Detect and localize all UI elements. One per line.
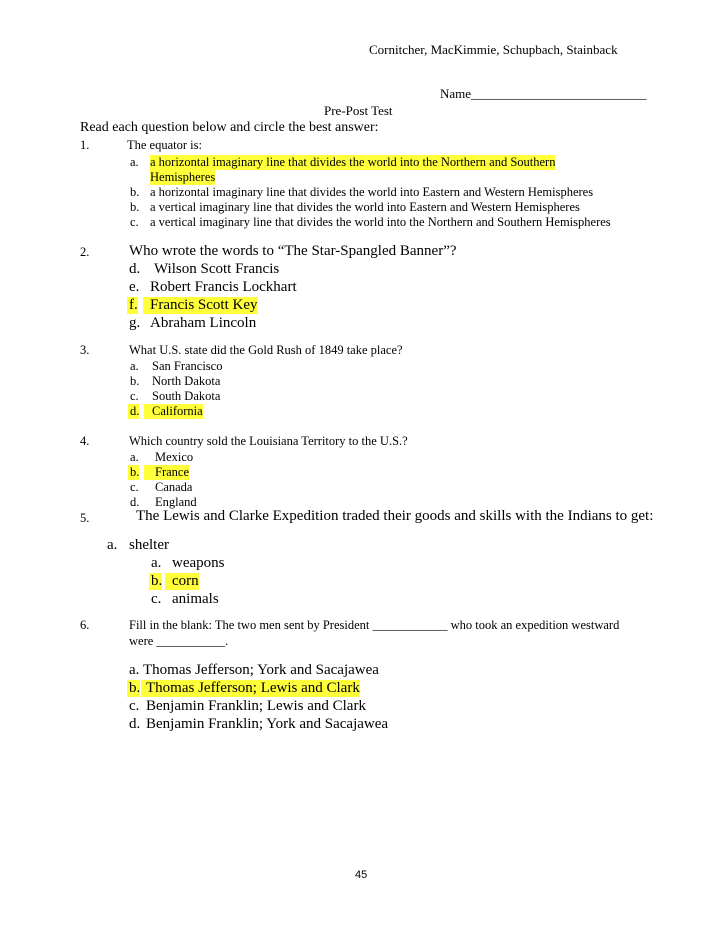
- option-text[interactable]: Benjamin Franklin; Lewis and Clark: [146, 698, 366, 714]
- option-text[interactable]: a vertical imaginary line that divides the world into the Northern and Southern Hemispheres: [150, 215, 611, 229]
- option-letter: c.: [129, 698, 140, 714]
- option-letter: g.: [129, 315, 141, 331]
- question-text-continuation: were ___________.: [129, 634, 229, 648]
- option-text[interactable]: England: [155, 495, 197, 509]
- option-text-highlighted[interactable]: corn: [165, 573, 199, 590]
- option-text-highlighted[interactable]: France: [144, 465, 189, 480]
- option-text[interactable]: a vertical imaginary line that divides the world into Eastern and Western Hemispheres: [150, 200, 580, 214]
- option-text-continuation[interactable]: Hemispheres: [150, 170, 216, 184]
- question-number: 2.: [80, 245, 90, 259]
- option-letter: a.: [130, 155, 139, 169]
- option-letter: c.: [130, 480, 139, 494]
- option-letter: d.: [129, 716, 141, 732]
- option-text[interactable]: a horizontal imaginary line that divides the world into Eastern and Western Hemispheres: [150, 185, 594, 199]
- question-text: The equator is:: [127, 138, 202, 152]
- question-text: What U.S. state did the Gold Rush of 1849 take place?: [129, 343, 403, 357]
- option-text[interactable]: animals: [172, 591, 219, 607]
- question-text: Who wrote the words to “The Star-Spangled Banner”?: [129, 243, 457, 259]
- option-text[interactable]: shelter: [129, 537, 169, 553]
- authors-header: Cornitcher, MacKimmie, Schupbach, Stainback: [369, 42, 618, 57]
- option-letter: a.: [151, 555, 162, 571]
- option-letter: b.: [130, 185, 140, 199]
- name-line[interactable]: Name___________________________: [440, 86, 647, 101]
- option-letter: f.: [129, 297, 138, 313]
- option-text[interactable]: Wilson Scott Francis: [154, 261, 280, 277]
- option-letter: b.: [130, 200, 140, 214]
- option-text-highlighted[interactable]: California: [144, 404, 203, 419]
- page-number: 45: [355, 869, 368, 881]
- option-text[interactable]: Mexico: [155, 450, 194, 464]
- option-text[interactable]: Canada: [155, 480, 193, 494]
- option-letter: c.: [130, 389, 139, 403]
- option-letter: c.: [130, 215, 139, 229]
- option-text-highlighted[interactable]: Francis Scott Key: [143, 297, 257, 314]
- question-number: 3.: [80, 343, 90, 357]
- option-letter: a.: [130, 359, 139, 373]
- instructions: Read each question below and circle the best answer:: [80, 120, 379, 135]
- question-text: The Lewis and Clarke Expedition traded their goods and skills with the Indians to get:: [136, 508, 654, 524]
- question-text: Fill in the blank: The two men sent by President ____________ who took an expedition westward: [129, 618, 620, 632]
- question-number: 6.: [80, 618, 90, 632]
- option-letter: b.: [130, 374, 140, 388]
- option-text[interactable]: Thomas Jefferson; York and Sacajawea: [143, 662, 379, 678]
- option-letter: b.: [151, 573, 163, 589]
- option-text[interactable]: weapons: [172, 555, 225, 571]
- question-number: 5.: [80, 511, 90, 525]
- option-letter: a.: [129, 662, 140, 678]
- option-letter: c.: [151, 591, 162, 607]
- question-text: Which country sold the Louisiana Territory to the U.S.?: [129, 434, 408, 448]
- option-letter: b.: [130, 465, 140, 479]
- option-letter: e.: [129, 279, 140, 295]
- option-letter: d.: [130, 495, 140, 509]
- option-text-highlighted[interactable]: Thomas Jefferson; Lewis and Clark: [141, 680, 360, 697]
- option-text-highlighted[interactable]: a horizontal imaginary line that divides the world into the Northern and Southern: [150, 155, 556, 169]
- option-text[interactable]: North Dakota: [152, 374, 221, 388]
- option-text[interactable]: San Francisco: [152, 359, 223, 373]
- page-title: Pre-Post Test: [324, 103, 393, 118]
- option-letter: a.: [130, 450, 139, 464]
- option-letter: d.: [129, 261, 141, 277]
- option-text[interactable]: Robert Francis Lockhart: [150, 279, 297, 295]
- option-letter: a.: [107, 537, 118, 553]
- question-number: 4.: [80, 434, 90, 448]
- question-number: 1.: [80, 138, 90, 152]
- option-letter: d.: [130, 404, 140, 418]
- option-text[interactable]: Benjamin Franklin; York and Sacajawea: [146, 716, 389, 732]
- option-text[interactable]: Abraham Lincoln: [150, 315, 257, 331]
- option-letter: b.: [129, 680, 141, 696]
- option-text[interactable]: South Dakota: [152, 389, 221, 403]
